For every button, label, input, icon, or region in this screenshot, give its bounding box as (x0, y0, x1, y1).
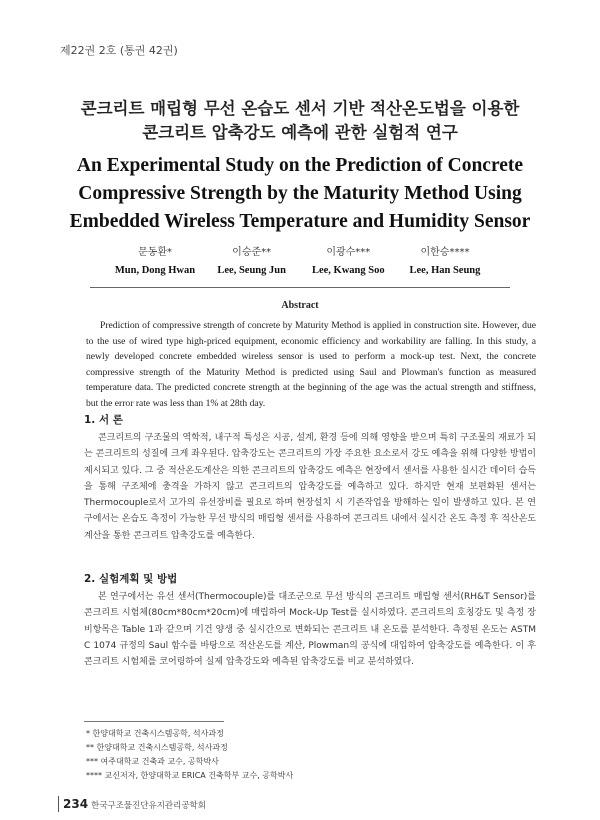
authors-english (110, 262, 490, 280)
abstract-body: Prediction of compressive strength of concrete by Maturity Method is applied in construction site. However, due to the use of wired type high-priced equipment, economic efficiency and workability are falling. In this study, a newly developed concrete embedded wireless sensor is used to perform a mock-up test. Next, the concrete compressive strength of the Maturity Method is predicted using Saul and Plowman's function as measured temperature data. The predicted concrete strength at the beginning of the age was the actual strength and stiffness, but the error rate was less than 1% at 28th day. (86, 320, 536, 409)
author-name-korean: 이한승**** (420, 247, 470, 258)
footnote: ** 한양대학교 건축시스템공학, 석사과정 (86, 743, 228, 752)
section-body-methods: 본 연구에서는 유선 센서(Thermocouple)를 대조군으로 무선 방식의 콘크리트 매립형 센서(RH&T Sensor)를 콘크리트 시험체(80cm*80cm*20cm)에 매립하여 Mock-Up Test를 실시하였다. 콘크리트의 호칭강도 및 측정 장비항목은 Table 1과 같으며 기건 양생 중 실시간으로 변화되는 콘크리트 내 온도를 분석한다. 측정된 온도는 ASTM C 1074 규정의 Saul 함수를 바탕으로 적산온도를 계산, Plowman의 공식에 대입하여 압축강도를 예측한다. 이 후 콘크리트 시험체를 코어링하여 실제 압축강도와 예측된 압축강도를 비교 분석하였다. (84, 592, 536, 668)
footnote: *** 여주대학교 건축과 교수, 공학박사 (86, 757, 219, 766)
author-name-english: Mun, Dong Hwan (114, 265, 196, 276)
abstract-divider (90, 287, 510, 288)
author-name-korean: 문동환* (138, 247, 172, 258)
section-body-introduction: 콘크리트의 구조물의 역학적, 내구적 특성은 시공, 설계, 환경 등에 의해 영향을 받으며 특히 구조물의 재료가 되는 콘크리트의 성질에 크게 좌우된다. 압축강도는 콘크리트의 가장 주요한 요소로서 강도 예측을 위해 다양한 방법이 제시되고 있다. 그 중 적산온도계산은 의한 콘크리트의 압축강도 예측은 현장에서 센서를 사용한 실시간 데이터 습득을 통해 구조체에 충격을 가하지 않고 콘크리트의 압축강도를 예측하고 있다. 하지만 현재 보편화된 센서는 Thermocouple로서 고가의 유선장비를 필요로 하며 현장설치 시 기존작업을 방해하는 일이 발생하고 있다. 본 연구에서는 온습도 측정이 가능한 무선 방식의 매립형 센서를 사용하여 콘크리트 내에서 실시간 온도 측정 후 적산온도 계산을 통한 콘크리트 압축강도를 예측한다. (84, 433, 536, 541)
korean-title (40, 97, 560, 145)
section-heading-methods: 2. 실험계획 및 방법 (84, 573, 178, 585)
korean-title-line: 콘크리트 압축강도 예측에 관한 실험적 연구 (142, 123, 458, 142)
authors-korean (110, 244, 490, 262)
authors (110, 244, 490, 280)
author-name-english: Lee, Kwang Soo (311, 265, 385, 276)
footnote-divider (84, 721, 224, 722)
journal-name: 한국구조물진단유지관리공학회 (91, 801, 206, 811)
author-name-english: Lee, Seung Jun (217, 265, 286, 276)
page-number: 234 (63, 797, 89, 811)
section-heading-introduction: 1. 서 론 (84, 414, 123, 426)
author-name-korean: 이광수*** (326, 247, 371, 258)
english-title (40, 152, 560, 236)
english-title-line: Embedded Wireless Temperature and Humidity Sensor (69, 211, 531, 232)
english-title-line: An Experimental Study on the Prediction of Concrete (76, 155, 524, 176)
english-title-line: Compressive Strength by the Maturity Method Using (78, 183, 522, 204)
journal-volume: 제22권 2호 (통권 42권) (60, 44, 178, 57)
author-name-korean: 이승준** (232, 247, 272, 258)
footnote: **** 교신저자, 한양대학교 ERICA 건축학부 교수, 공학박사 (86, 771, 294, 780)
footnote: * 한양대학교 건축시스템공학, 석사과정 (86, 729, 224, 738)
footnotes (86, 727, 293, 783)
author-name-english: Lee, Han Seung (409, 265, 481, 276)
korean-title-line: 콘크리트 매립형 무선 온습도 센서 기반 적산온도법을 이용한 (80, 99, 520, 118)
page-number-bar (58, 796, 59, 812)
abstract-heading: Abstract (281, 300, 319, 311)
